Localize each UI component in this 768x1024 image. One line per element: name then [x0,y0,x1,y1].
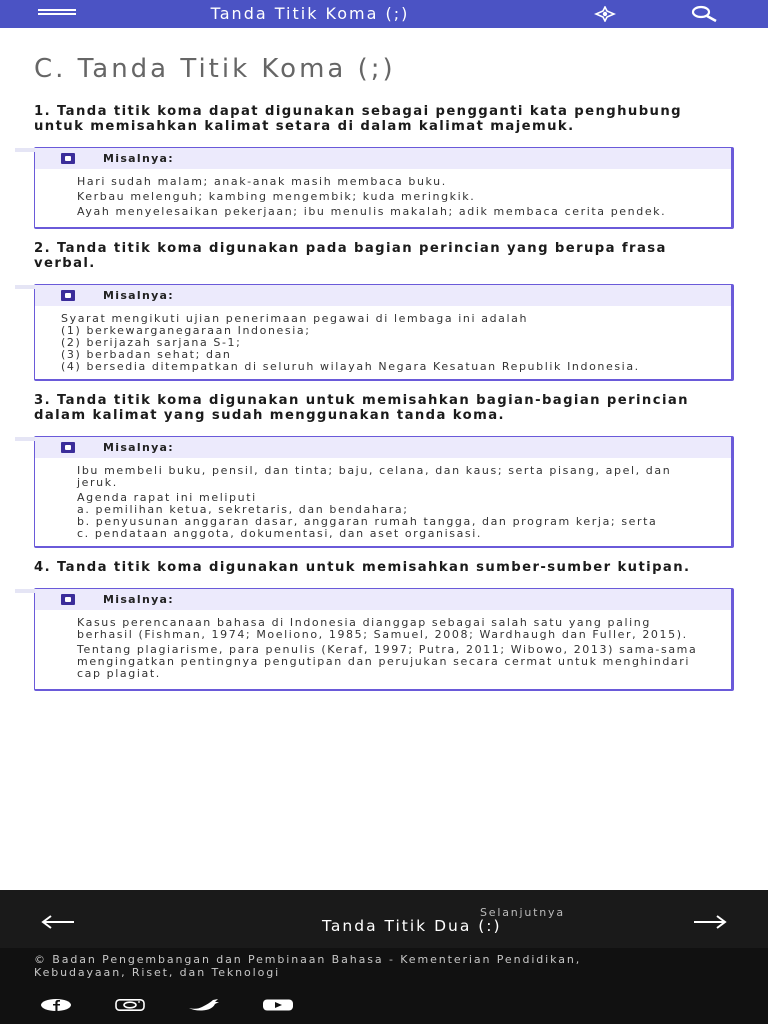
example-icon [61,594,75,605]
example-header [35,148,731,169]
example-text: Agenda rapat ini meliputi [77,491,257,504]
main-content [34,54,734,703]
twitter-icon[interactable] [188,999,220,1011]
example-text: Kasus perencanaan bahasa di Indonesia dianggap sebagai salah satu yang paling berhasil (Fishman, 1974; Moeliono, 1985; Samuel, 2008; Wardhaugh dan Fuller, 2015). [77,616,688,641]
next-caption: Selanjutnya [480,906,565,919]
example-text: Syarat mengikuti ujian penerimaan pegawai di lembaga ini adalah [61,312,529,325]
example-header [35,589,731,610]
pagination-footer [0,890,768,948]
arrow-left-icon[interactable] [40,914,76,930]
example-label: Misalnya: [103,441,174,454]
facebook-icon[interactable] [40,999,72,1011]
rule-2: 2. Tanda titik koma digunakan pada bagian perincian yang berupa frasa verbal. [34,241,667,271]
example-body [35,169,731,227]
example-icon [61,442,75,453]
next-page-link[interactable]: Tanda Titik Dua (:) [322,917,502,935]
header-title: Tanda Titik Koma (;) [210,4,410,23]
example-body [35,306,731,379]
example-label: Misalnya: [103,593,174,606]
site-footer [0,948,768,1024]
example-header [35,285,731,306]
arrow-right-icon[interactable] [692,914,728,930]
example-box-4 [34,588,734,691]
example-box-3 [34,436,734,548]
list-item: (1) berkewarganegaraan Indonesia; [61,324,311,337]
instagram-icon[interactable] [114,999,146,1011]
example-body [35,458,731,546]
example-text: Kerbau melenguh; kambing mengembik; kuda meringkik. [77,190,476,203]
list-item: (2) berijazah sarjana S-1; [61,336,242,349]
rule-4: 4. Tanda titik koma digunakan untuk memisahkan sumber-sumber kutipan. [34,560,691,575]
list-item: (4) bersedia ditempatkan di seluruh wilayah Negara Kesatuan Republik Indonesia. [61,360,640,373]
example-text: Hari sudah malam; anak-anak masih membaca buku. [77,175,447,188]
page-title: C. Tanda Titik Koma (;) [34,54,396,84]
list-item: (3) berbadan sehat; dan [61,348,232,361]
copyright-text: © Badan Pengembangan dan Pembinaan Bahasa - Kementerian Pendidikan, Kebudayaan, Riset, dan Teknologi [34,953,582,979]
list-item: c. pendataan anggota, dokumentasi, dan aset organisasi. [77,527,483,540]
example-label: Misalnya: [103,152,174,165]
rule-1: 1. Tanda titik koma dapat digunakan sebagai pengganti kata penghubung untuk memisahkan kalimat setara di dalam kalimat majemuk. [34,104,682,134]
example-box-1 [34,147,734,229]
example-box-2 [34,284,734,381]
app-header [0,0,768,28]
example-icon [61,290,75,301]
example-header [35,437,731,458]
social-links [40,999,294,1011]
search-icon[interactable] [690,5,718,23]
youtube-icon[interactable] [262,999,294,1011]
rule-3: 3. Tanda titik koma digunakan untuk memisahkan bagian-bagian perincian dalam kalimat yang sudah menggunakan tanda koma. [34,393,689,423]
list-item: a. pemilihan ketua, sekretaris, dan bendahara; [77,503,409,516]
example-text: Ibu membeli buku, pensil, dan tinta; baju, celana, dan kaus; serta pisang, apel, dan jeruk. [77,464,672,489]
example-icon [61,153,75,164]
list-item: b. penyusunan anggaran dasar, anggaran rumah tangga, dan program kerja; serta [77,515,658,528]
example-label: Misalnya: [103,289,174,302]
display-settings-icon[interactable] [594,6,616,22]
example-text: Tentang plagiarisme, para penulis (Keraf, 1997; Putra, 2011; Wibowo, 2013) sama-sama mengingatkan pentingnya pengutipan dan perujukan secara cermat untuk menghindari cap plagiat. [77,643,698,680]
example-text: Ayah menyelesaikan pekerjaan; ibu menulis makalah; adik membaca cerita pendek. [77,205,667,218]
example-body [35,610,731,689]
